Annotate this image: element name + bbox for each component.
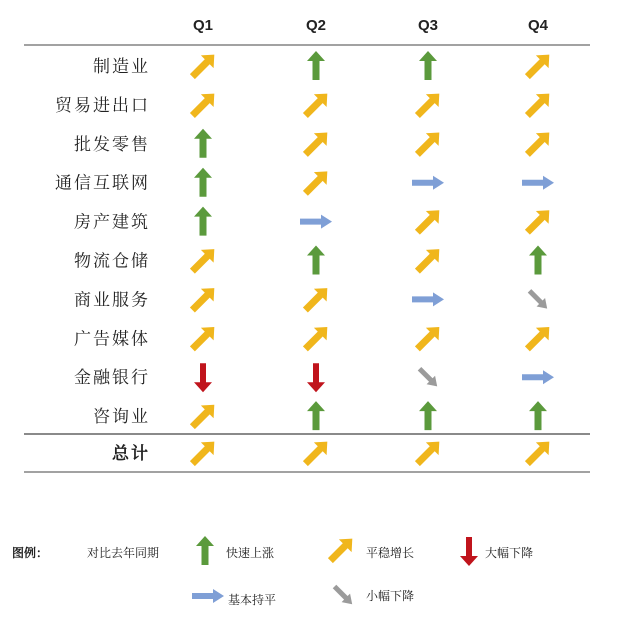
legend-slight-down-icon	[328, 580, 358, 610]
row-label: 批发零售	[74, 134, 150, 155]
green-up-arrow-icon	[194, 129, 212, 158]
yellow-up-right-arrow-icon	[186, 282, 221, 317]
yellow-up-right-arrow-icon	[411, 204, 446, 239]
row-label: 房产建筑	[74, 212, 150, 233]
row-label: 咨询业	[93, 407, 150, 428]
blue-right-arrow-icon	[522, 176, 554, 190]
row-label: 物流仓储	[74, 251, 150, 272]
green-up-arrow-icon	[307, 51, 325, 80]
yellow-up-right-arrow-icon	[186, 243, 221, 278]
green-up-arrow-icon	[419, 51, 437, 80]
gray-down-right-arrow-icon	[415, 364, 441, 390]
green-up-arrow-icon	[419, 401, 437, 430]
legend-label-steady: 平稳增长	[366, 546, 415, 560]
legend-label-flat: 基本持平	[228, 593, 277, 607]
yellow-up-right-arrow-icon	[521, 321, 556, 356]
red-down-arrow-icon	[194, 363, 212, 392]
yellow-up-right-arrow-icon	[521, 126, 556, 161]
column-header-q4: Q4	[527, 17, 549, 34]
yellow-up-right-arrow-icon	[299, 321, 334, 356]
yellow-up-right-arrow-icon	[411, 126, 446, 161]
legend-label-big-down: 大幅下降	[485, 546, 534, 560]
legend-flat-icon	[190, 584, 226, 608]
legend-label-slight-down: 小幅下降	[366, 589, 415, 603]
blue-right-arrow-icon	[300, 215, 332, 229]
column-header-q2: Q2	[305, 17, 327, 34]
yellow-up-right-arrow-icon	[186, 321, 221, 356]
row-label: 商业服务	[74, 290, 150, 311]
green-up-arrow-icon	[307, 401, 325, 430]
green-up-arrow-icon	[307, 246, 325, 275]
row-label: 金融银行	[74, 368, 150, 389]
yellow-up-right-arrow-icon	[411, 243, 446, 278]
yellow-up-right-arrow-icon	[299, 435, 334, 470]
column-header-q1: Q1	[192, 17, 214, 34]
legend-steady-icon	[323, 532, 359, 568]
legend-big-down-icon	[457, 531, 481, 571]
legend-label-fast: 快速上涨	[226, 546, 275, 560]
yellow-up-right-arrow-icon	[299, 87, 334, 122]
total-label: 总计	[112, 444, 150, 464]
yellow-up-right-arrow-icon	[411, 87, 446, 122]
blue-right-arrow-icon	[412, 292, 444, 306]
legend-subtitle: 对比去年同期	[87, 546, 160, 560]
row-label: 制造业	[93, 57, 150, 77]
gray-down-right-arrow-icon	[525, 287, 551, 313]
yellow-up-right-arrow-icon	[521, 435, 556, 470]
legend-title: 图例：	[12, 546, 49, 560]
yellow-up-right-arrow-icon	[411, 435, 446, 470]
yellow-up-right-arrow-icon	[186, 87, 221, 122]
column-header-q3: Q3	[417, 17, 439, 34]
green-up-arrow-icon	[529, 401, 547, 430]
green-up-arrow-icon	[194, 168, 212, 197]
green-up-arrow-icon	[529, 246, 547, 275]
blue-right-arrow-icon	[522, 370, 554, 384]
yellow-up-right-arrow-icon	[186, 435, 221, 470]
green-up-arrow-icon	[194, 207, 212, 236]
yellow-up-right-arrow-icon	[521, 48, 556, 83]
yellow-up-right-arrow-icon	[521, 204, 556, 239]
yellow-up-right-arrow-icon	[299, 165, 334, 200]
legend-fast-icon	[193, 531, 217, 571]
yellow-up-right-arrow-icon	[299, 282, 334, 317]
yellow-up-right-arrow-icon	[521, 87, 556, 122]
row-label: 贸易进出口	[55, 95, 150, 116]
yellow-up-right-arrow-icon	[186, 398, 221, 433]
blue-right-arrow-icon	[412, 176, 444, 190]
row-label: 广告媒体	[74, 329, 150, 350]
red-down-arrow-icon	[307, 363, 325, 392]
yellow-up-right-arrow-icon	[411, 321, 446, 356]
row-label: 通信互联网	[55, 173, 150, 194]
yellow-up-right-arrow-icon	[186, 48, 221, 83]
yellow-up-right-arrow-icon	[299, 126, 334, 161]
